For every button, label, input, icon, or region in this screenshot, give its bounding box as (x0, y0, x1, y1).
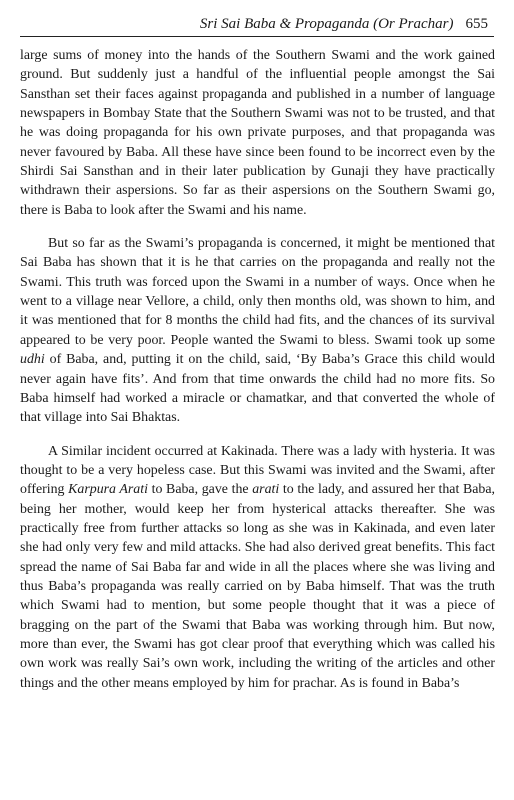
paragraph-1 (20, 46, 495, 220)
paragraph-3-text-a: A Similar incident occurred at Kakinada. There was a lady with hysteria. It was thought to be a very hopeless case. But this Swami was invited and the Swami, after offering (20, 443, 495, 498)
paragraph-3-text-c: to the lady, and assured her that Baba, being her mother, would keep her from hysterical attacks thereafter. She was practically free from further attacks so long as she was in Kakinada, and even later she had only very few and mild attacks. She had also derived great benefits. This fact spread the name of Sai Baba far and wide in all the places where she was living and thus Baba’s propaganda was really carried on by Baba himself. That was the truth which Swami had to mention, but some people thought that it was a piece of bragging on the part of the Swami that Baba was working through him. But now, more than ever, the Swami has got clear proof that everything which was called his own work was really Sai’s own work, including the writing of the articles and other things and the other means employed by him for prachar. As is found in Baba’s (20, 482, 495, 691)
paragraph-2-text-b: of Baba, and, putting it on the child, said, ‘By Baba’s Grace this child would never again have fits’. And from that time onwards the child had no more fits. So Baba himself had worked a miracle or chamatkar, and that converted the whole of that village into Sai Bhaktas. (20, 352, 495, 426)
paragraph-2-text-a: But so far as the Swami’s propaganda is concerned, it might be mentioned that Sai Baba has shown that it is he that carries on the propaganda and really not the Swami. This truth was forced upon the Swami in a number of ways. Once when he went to a village near Vellore, a child, only then months old, was shown to him, and it was mentioned that for 8 months the child had fits, and the chances of its survival appeared to be very poor. People wanted the Swami to bless. Swami took up some (20, 236, 495, 348)
udhi-term: udhi (20, 352, 45, 368)
page-header (20, 10, 494, 37)
running-title: Sri Sai Baba & Propaganda (Or Prachar) (199, 16, 454, 32)
paragraph-3 (20, 442, 495, 693)
karpura-arati-term: Karpura Arati (68, 482, 148, 498)
arati-term: arati (252, 482, 280, 498)
paragraph-1-text: large sums of money into the hands of the Southern Swami and the work gained ground. But suddenly just a handful of the influential people amongst the Sai Sansthan set their faces against propaganda and published in a number of language newspapers in Bombay State that the Southern Swami was not to be trusted, and that he was doing propaganda for his own private purposes, and that propaganda was never favoured by Baba. All these have since been found to be incorrect even by the Shirdi Sai Sansthan and in their later publication by Gunaji they have practically withdrawn their aspersions. So far as their aspersions on the Southern Swami go, there is Baba to look after the Swami and his name. (20, 48, 495, 218)
body-text (20, 46, 495, 693)
page-number: 655 (465, 16, 488, 32)
paragraph-2 (20, 234, 495, 427)
paragraph-3-text-b: to Baba, gave the (147, 482, 253, 498)
